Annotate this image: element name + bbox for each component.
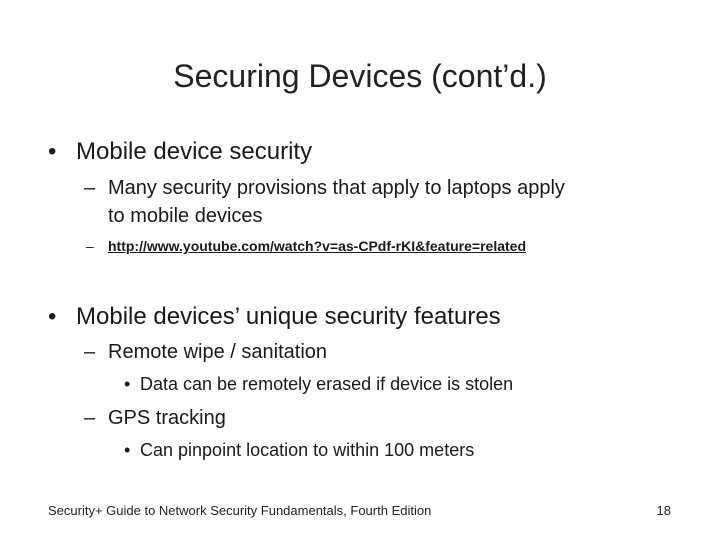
bullet-marker: • — [124, 374, 131, 394]
bullet-mobile-device-security: Mobile device security — [76, 138, 313, 165]
footer-book-title: Security+ Guide to Network Security Fundamentals, Fourth Edition — [48, 503, 432, 518]
page-number: 18 — [656, 503, 671, 518]
dash-marker: – — [84, 177, 96, 199]
bullet-marker: • — [48, 303, 57, 330]
bullet-unique-security-features: Mobile devices’ unique security features — [76, 303, 501, 330]
sub-sub-bullet-pinpoint-location: Can pinpoint location to within 100 meters — [140, 440, 475, 460]
sub-bullet-laptop-provisions-line-2: to mobile devices — [108, 205, 263, 227]
bullet-marker: • — [48, 138, 57, 165]
bullet-marker: • — [124, 440, 131, 460]
sub-bullet-gps-tracking: GPS tracking — [108, 407, 226, 429]
dash-marker: – — [84, 341, 96, 363]
slide-title: Securing Devices (cont’d.) — [173, 58, 547, 94]
sub-bullet-laptop-provisions-line-1: Many security provisions that apply to laptops apply — [108, 177, 565, 199]
dash-marker: – — [84, 407, 96, 429]
dash-marker: – — [86, 238, 94, 254]
sub-bullet-remote-wipe: Remote wipe / sanitation — [108, 341, 328, 363]
sub-sub-bullet-remote-erase: Data can be remotely erased if device is stolen — [140, 374, 514, 394]
youtube-link[interactable]: http://www.youtube.com/watch?v=as-CPdf-rKI&feature=related — [108, 238, 526, 254]
